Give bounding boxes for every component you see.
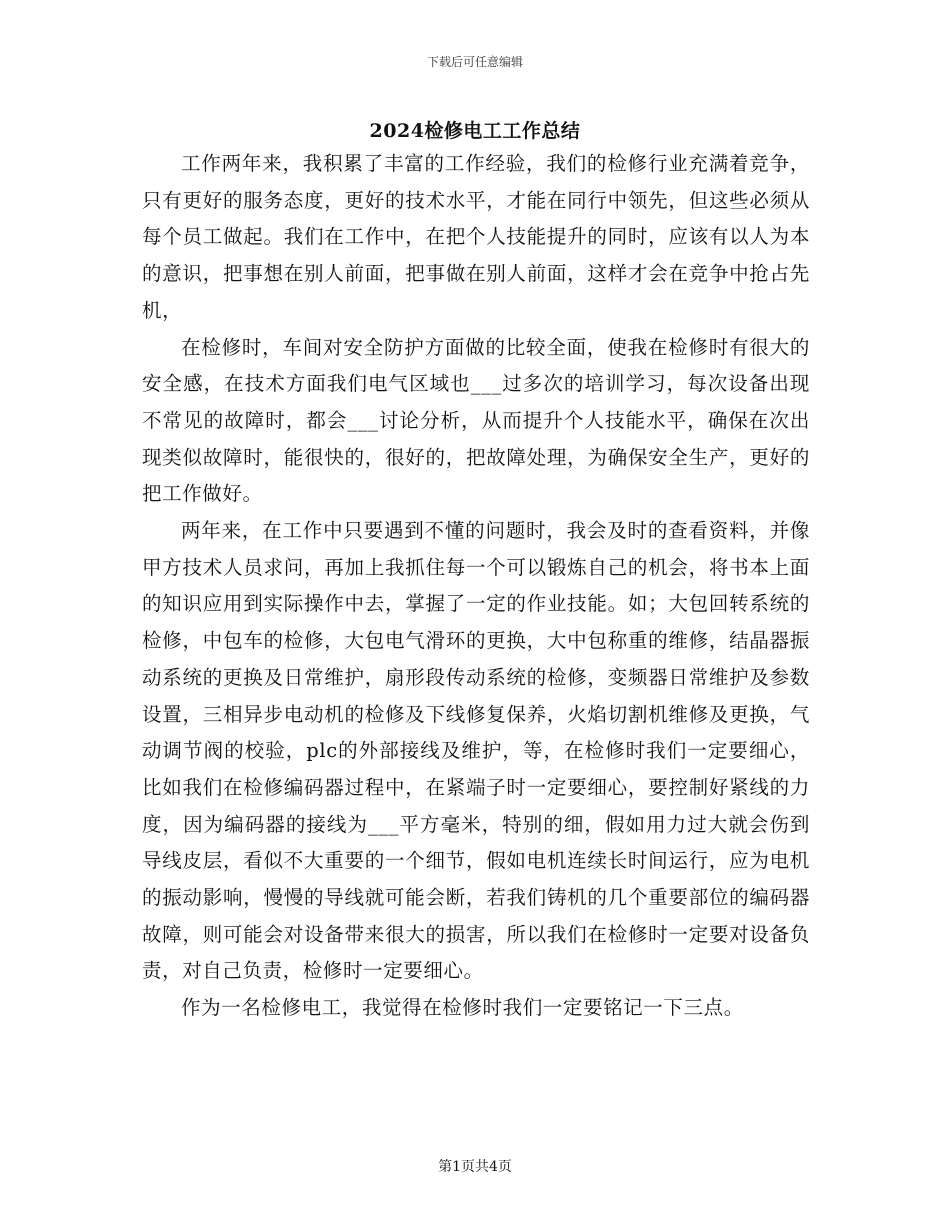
body-paragraph: 作为一名检修电工，我觉得在检修时我们一定要铭记一下三点。 — [181, 996, 744, 1020]
page-number: 第1页共4页 — [438, 1159, 512, 1175]
body-paragraph: 两年来，在工作中只要遇到不懂的问题时，我会及时的查看资料，并像甲方技术人员求问，再加上我抓住每一个可以锻炼自己的机会，将书本上面的知识应用到实际操作中去，掌握了一定的作业技能。如；大包回转系统的检修，中包车的检修，大包电气滑环的更换，大中包称重的维修，结晶器振动系统的更换及日常维护，扇形段传动系统的检修，变频器日常维护及参数设置，三相异步电动机的检修及下线修复保养，火焰切割机维修及更换，气动调节阀的校验，plc的外部接线及维护，等，在检修时我们一定要细心，比如我们在检修编码器过程中，在紧端子时一定要细心，要控制好紧线的力度，因为编码器的接线为___平方毫米，特别的细，假如用力过大就会伤到导线皮层，看似不大重要的一个细节，假如电机连续长时间运行，应为电机的振动影响，慢慢的导线就可能会断，若我们铸机的几个重要部位的编码器故障，则可能会对设备带来很大的损害，所以我们在检修时一定要对设备负责，对自己负责，检修时一定要细心。 — [142, 519, 810, 983]
document-body — [142, 146, 810, 1027]
body-paragraph: 工作两年来，我积累了丰富的工作经验，我们的检修行业充满着竞争，只有更好的服务态度，更好的技术水平，才能在同行中领先，但这些必须从每个员工做起。我们在工作中，在把个人技能提升的同时，应该有以人为本的意识，把事想在别人前面，把事做在别人前面，这样才会在竞争中抢占先机， — [142, 152, 810, 322]
body-paragraph: 在检修时，车间对安全防护方面做的比较全面，使我在检修时有很大的安全感，在技术方面我们电气区域也___过多次的培训学习，每次设备出现不常见的故障时，都会___讨论分析，从而提升个人技能水平，确保在次出现类似故障时，能很快的，很好的，把故障处理，为确保安全生产，更好的把工作做好。 — [142, 335, 810, 506]
page-header-note: 下载后可任意编辑 — [426, 55, 523, 69]
document-title: 2024检修电工工作总结 — [369, 120, 581, 142]
